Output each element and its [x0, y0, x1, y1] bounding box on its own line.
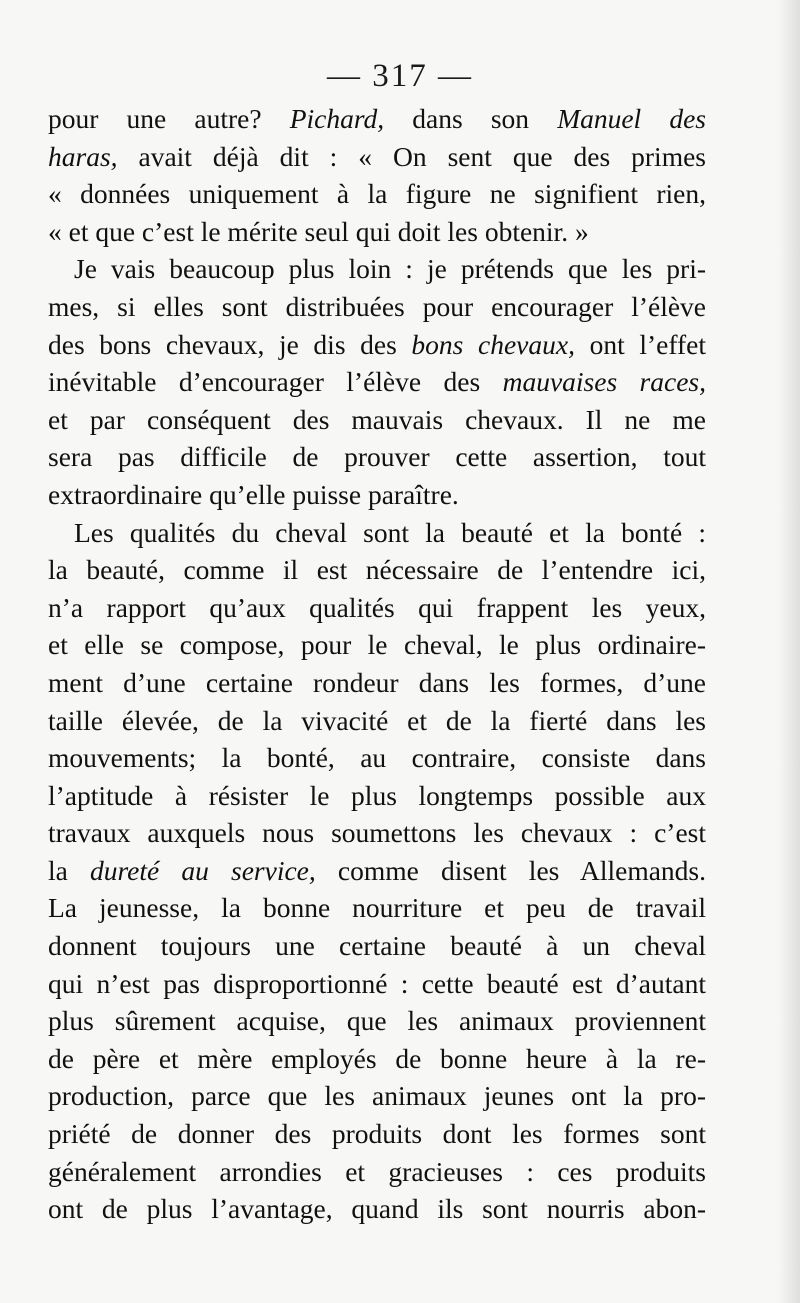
page-number: — 317 — [327, 58, 473, 94]
text-run: « et que c’est le mérite seul qui doit les obtenir. » [48, 215, 589, 247]
text-line [48, 927, 706, 965]
text-run: donnent toujours une certaine beauté à un cheval [48, 930, 706, 962]
text-run: Je vais beaucoup plus loin : je prétends que les pri- [74, 253, 706, 285]
text-run: taille élevée, de la vivacité et de la fierté dans les [48, 704, 706, 736]
text-run: et elle se compose, pour le cheval, le plus ordinaire- [48, 629, 706, 661]
italic-text-run: Manuel des [557, 103, 706, 134]
italic-text-run: Pichard, [289, 103, 385, 134]
text-line [48, 1040, 706, 1078]
text-line [48, 965, 706, 1003]
text-line [48, 626, 706, 664]
text-line [48, 777, 706, 815]
text-line [48, 476, 706, 514]
text-run: des bons chevaux, je dis des [48, 328, 412, 360]
text-run: avait déjà dit : « On sent que des primes [117, 140, 706, 172]
text-run: qui n’est pas disproportionné : cette beauté est d’autant [48, 967, 706, 999]
italic-text-run: haras, [48, 140, 118, 172]
text-run: sera pas difficile de prouver cette assertion, tout [48, 441, 706, 473]
text-run: mes, si elles sont distribuées pour encourager l’élève [48, 290, 706, 322]
text-line [48, 814, 706, 852]
text-line [48, 852, 706, 890]
text-line [48, 514, 706, 552]
text-line [48, 664, 706, 702]
text-run: mouvements; la bonté, au contraire, consiste dans [48, 742, 706, 774]
text-run: la beauté, comme il est nécessaire de l’entendre ici, [48, 554, 706, 586]
text-line [48, 213, 706, 251]
text-run: ont l’effet [574, 328, 707, 360]
text-run: plus sûrement acquise, que les animaux proviennent [48, 1005, 706, 1037]
text-run: inévitable d’encourager l’élève des [48, 366, 503, 398]
text-line [48, 702, 706, 740]
text-run: de père et mère employés de bonne heure à la re- [48, 1042, 706, 1074]
text-line [48, 1077, 706, 1115]
text-run: et par conséquent des mauvais chevaux. Il ne me [48, 403, 706, 435]
text-line [48, 363, 706, 401]
text-line [48, 739, 706, 777]
text-run: ont de plus l’avantage, quand ils sont nourris abon- [48, 1193, 706, 1225]
text-run: dans son [384, 103, 558, 134]
text-line [48, 175, 706, 213]
text-run: généralement arrondies et gracieuses : ces produits [48, 1155, 706, 1187]
text-run: La jeunesse, la bonne nourriture et peu de travail [48, 892, 706, 924]
text-line [48, 1190, 706, 1228]
italic-text-run: bons chevaux, [411, 328, 575, 360]
text-run: pour une autre? [48, 103, 290, 134]
text-line [48, 889, 706, 927]
text-run: travaux auxquels nous soumettons les chevaux : c’est [48, 817, 706, 849]
text-run: l’aptitude à résister le plus longtemps possible aux [48, 779, 706, 811]
text-line [48, 138, 706, 176]
text-run: comme disent les Allemands. [315, 854, 707, 886]
text-run: ment d’une certaine rondeur dans les formes, d’une [48, 666, 706, 698]
text-line [48, 551, 706, 589]
text-line [48, 100, 706, 138]
text-line [48, 401, 706, 439]
text-line [48, 1115, 706, 1153]
italic-text-run: mauvaises races, [502, 366, 706, 398]
text-run: la [48, 854, 90, 886]
text-run: Les qualités du cheval sont la beauté et la bonté : [74, 516, 706, 548]
italic-text-run: dureté au service, [90, 854, 316, 886]
text-run: production, parce que les animaux jeunes ont la pro- [48, 1080, 706, 1112]
text-line [48, 326, 706, 364]
body-text [48, 100, 706, 1228]
text-line [48, 589, 706, 627]
text-line [48, 288, 706, 326]
text-run: « données uniquement à la figure ne signifient rien, [48, 178, 706, 210]
text-line [48, 250, 706, 288]
text-line [48, 1153, 706, 1191]
text-run: n’a rapport qu’aux qualités qui frappent les yeux, [48, 591, 706, 623]
text-run: extraordinaire qu’elle puisse paraître. [48, 478, 459, 510]
text-line [48, 438, 706, 476]
text-run: priété de donner des produits dont les formes sont [48, 1118, 706, 1150]
text-line [48, 1002, 706, 1040]
